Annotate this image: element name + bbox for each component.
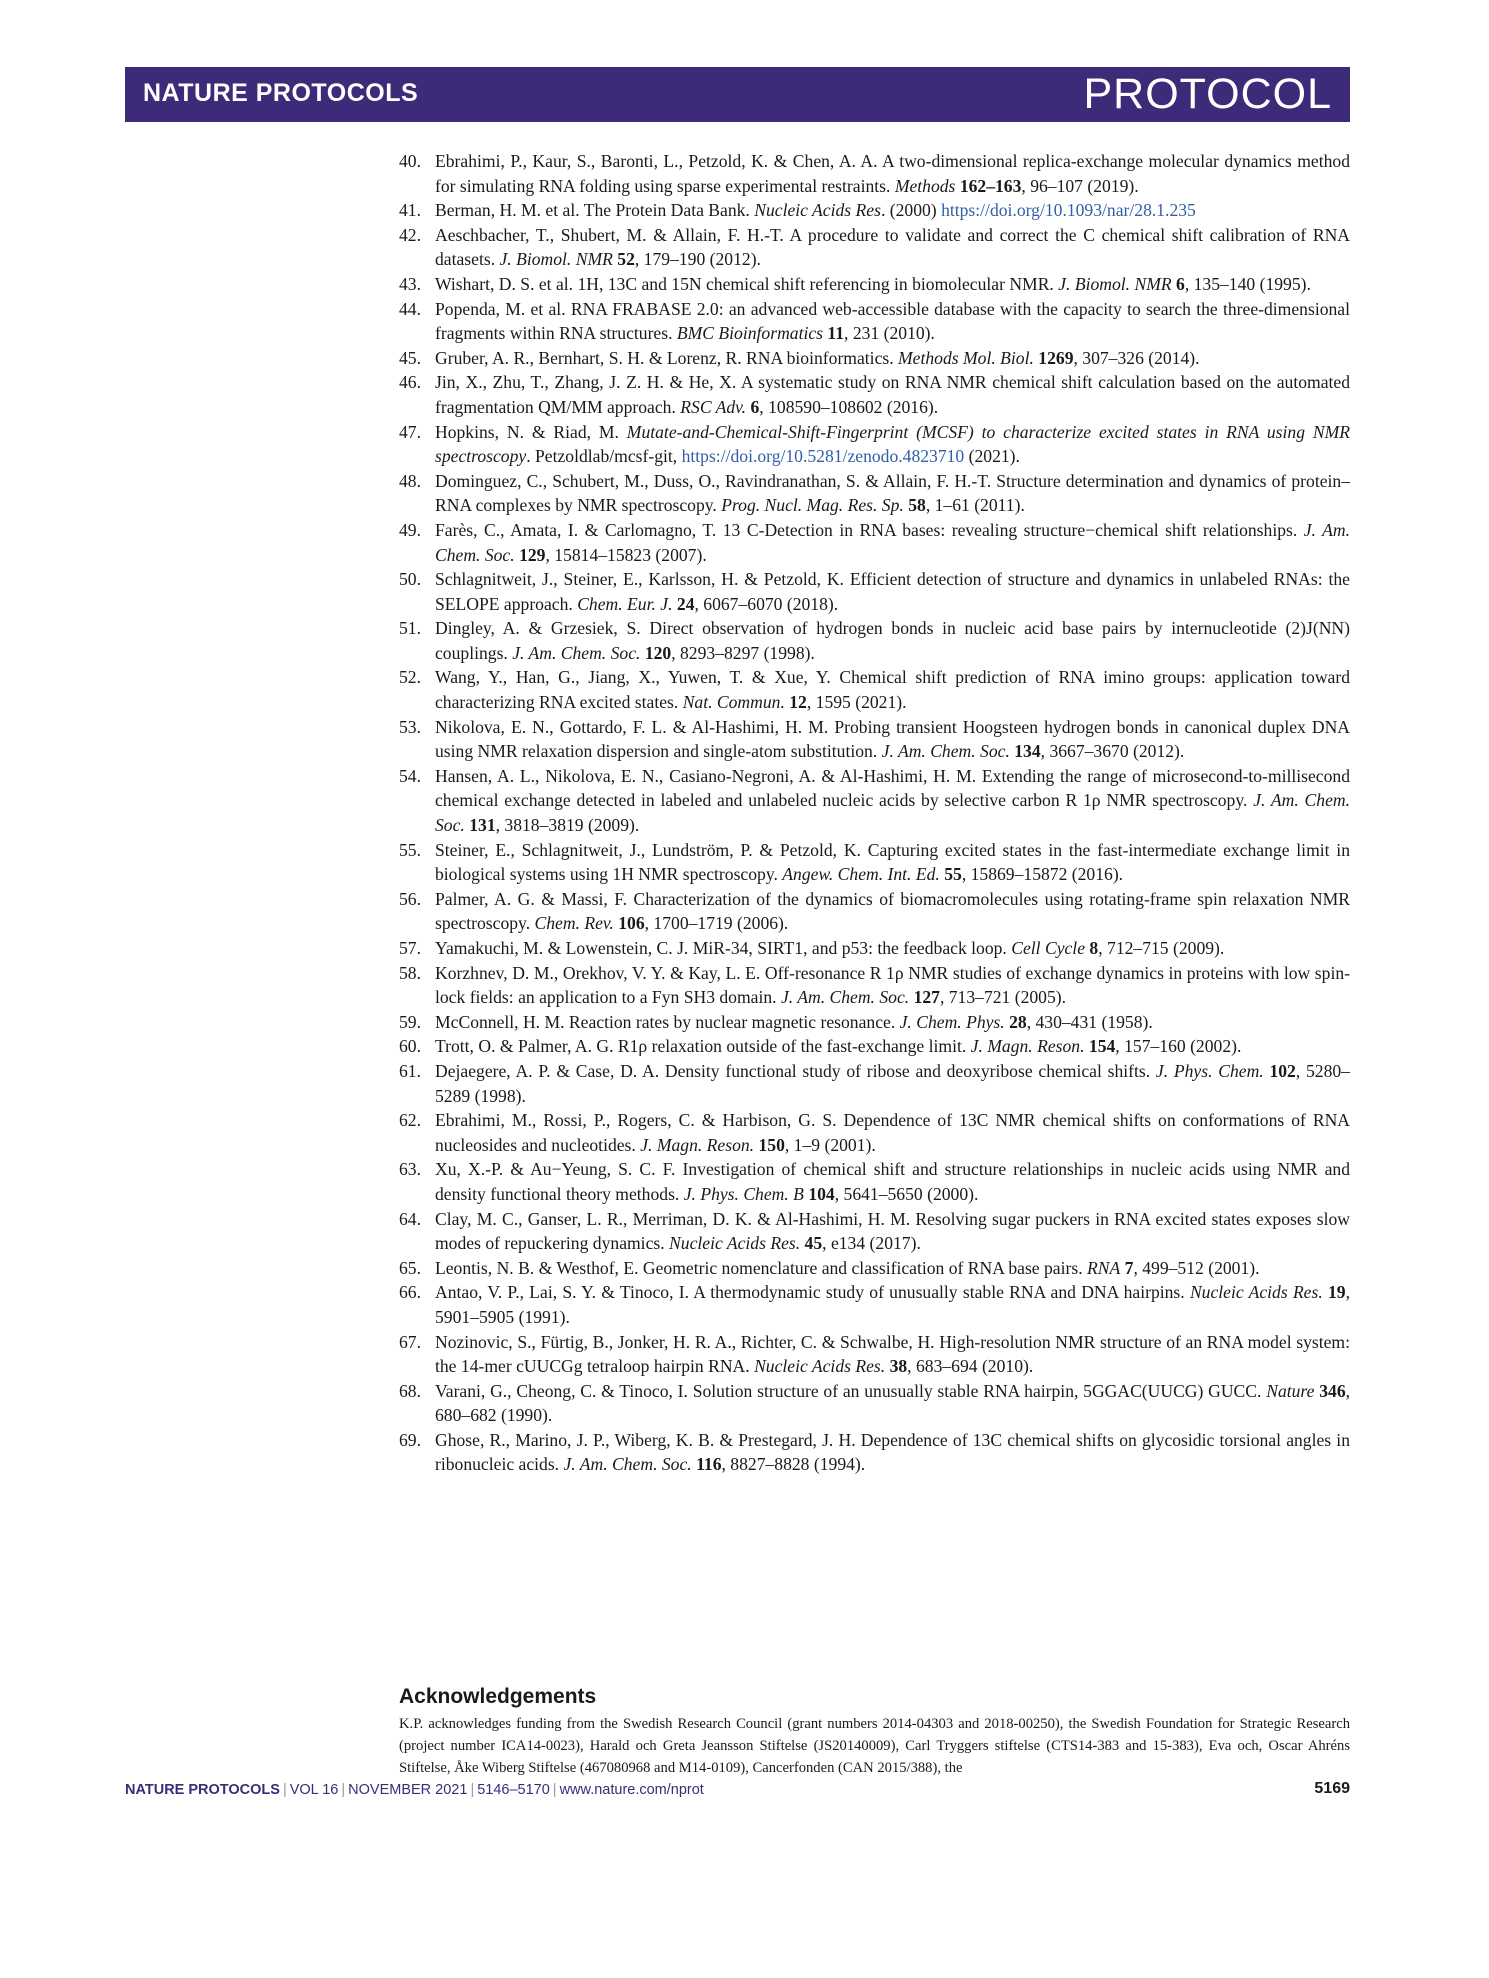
reference-text: Palmer, A. G. & Massi, F. Characterization of the dynamics of biomacromolecules using rotating-frame spin relaxation NMR spectroscopy. [435,888,1350,934]
reference-text: , 96–107 (2019). [1021,175,1139,196]
reference-number: 41. [399,200,421,221]
reference-text: , 6067–6070 (2018). [694,593,839,614]
reference-journal-title: Cell Cycle [1011,938,1086,958]
reference-text: Nozinovic, S., Fürtig, B., Jonker, H. R. A., Richter, C. & Schwalbe, H. High-resolution NMR structure of an RNA model system: the 14-mer cUUCGg tetraloop hairpin RNA. [435,1331,1350,1377]
reference-text: Varani, G., Cheong, C. & Tinoco, I. Solution structure of an unusually stable RNA hairpin, 5GGAC(UUCG) GUCC. [435,1380,1267,1401]
reference-volume: 28 [1009,1011,1027,1032]
reference-doi-link[interactable]: https://doi.org/10.5281/zenodo.4823710 [681,446,965,467]
reference-text: , 5901–5905 (1991). [435,1282,1350,1327]
reference-journal-title: RSC Adv. [680,396,747,417]
reference-journal-title: Nat. Commun. [682,692,785,713]
reference-text: Jin, X., Zhu, T., Zhang, J. Z. H. & He, X. A systematic study on RNA NMR chemical shift calculation based on the automated fragmentation QM/MM approach. [435,372,1350,417]
reference-journal-title: Angew. Chem. Int. Ed. [782,864,940,885]
reference-volume: 106 [618,913,645,934]
reference-number: 67. [399,1331,421,1352]
reference-text: Hopkins, N. & Riad, M. [435,421,627,442]
reference-item [399,936,1350,961]
reference-text: , 430–431 (1958). [1026,1011,1153,1032]
reference-text: , 5641–5650 (2000). [834,1183,979,1204]
reference-journal-title: J. Am. Chem. Soc. [563,1454,692,1475]
reference-text: , 3818–3819 (2009). [495,815,640,836]
reference-number: 44. [399,298,421,319]
reference-text: Berman, H. M. et al. The Protein Data Bank. [435,200,755,221]
reference-number: 48. [399,470,421,491]
reference-text: , e134 (2017). [822,1233,921,1254]
reference-text: , 683–694 (2010). [907,1356,1034,1377]
reference-item [399,346,1350,371]
reference-journal-title: J. Biomol. NMR [499,249,613,270]
reference-text: , 1700–1719 (2006). [644,913,789,934]
reference-item [399,1034,1350,1059]
reference-volume: 52 [617,249,635,270]
reference-text: , 157–160 (2002). [1115,1036,1242,1057]
reference-volume: 45 [804,1233,823,1254]
reference-item [399,1059,1350,1108]
reference-number: 61. [399,1060,421,1081]
reference-volume: 162–163 [959,175,1022,196]
reference-text: , 712–715 (2009). [1098,938,1225,958]
reference-item [399,1330,1350,1379]
reference-volume: 120 [644,642,672,663]
reference-journal-title: Chem. Eur. J. [577,593,673,614]
reference-number: 40. [399,151,421,171]
reference-item [399,961,1350,1010]
reference-text: , 499–512 (2001). [1133,1257,1260,1278]
reference-text: Dominguez, C., Schubert, M., Duss, O., Ravindranathan, S. & Allain, F. H.-T. Structure determination and dynamics of protein–RNA complexes by NMR spectroscopy. [435,470,1350,516]
reference-number: 53. [399,716,421,737]
reference-text: , 108590–108602 (2016). [759,396,939,417]
reference-journal-title: J. Am. Chem. Soc. [435,519,1350,565]
reference-item [399,1157,1350,1206]
reference-number: 50. [399,569,421,590]
footer-journal: NATURE PROTOCOLS [125,1782,280,1798]
reference-item [399,1207,1350,1256]
reference-volume: 38 [889,1356,908,1377]
reference-journal-title: J. Biomol. NMR [1058,273,1172,294]
reference-item [399,838,1350,887]
reference-text: , 307–326 (2014). [1073,347,1200,368]
reference-text: Dejaegere, A. P. & Case, D. A. Density functional study of ribose and deoxyribose chemical shifts. [435,1060,1156,1081]
footer-separator: | [470,1782,475,1798]
reference-text: Steiner, E., Schlagnitweit, J., Lundström, P. & Petzold, K. Capturing excited states in the fast-intermediate exchange limit in biological systems using 1H NMR spectroscopy. [435,839,1350,885]
reference-journal-title: BMC Bioinformatics [676,323,824,344]
reference-journal-title: Nucleic Acids Res [754,200,881,221]
reference-number: 54. [399,765,421,786]
reference-number: 66. [399,1282,421,1303]
reference-volume: 346 [1319,1380,1346,1401]
reference-number: 62. [399,1110,421,1131]
reference-text: (2021). [964,446,1020,467]
acknowledgements-text: K.P. acknowledges funding from the Swedish Research Council (grant numbers 2014-04303 and 2018-00250), the Swedish Foundation for Strategic Research (project number ICA14-0023), Harald och Greta Jeansson Stiftelse (JS20140009), Carl Tryggers stiftelse (CTS14-383 and 15-383), Eva och, Oscar Ahréns Stiftelse, Åke Wiberg Stiftelse (467080968 and M14-0109), Cancerfonden (CAN 2015/388), the [399,1716,1350,1777]
reference-item [399,272,1350,297]
reference-text: Wishart, D. S. et al. 1H, 13C and 15N chemical shift referencing in biomolecular NMR. [435,273,1059,294]
reference-number: 42. [399,224,421,245]
footer-volume: VOL 16 [289,1782,339,1798]
reference-text: , 1–9 (2001). [784,1134,876,1155]
reference-journal-title: Nucleic Acids Res. [1189,1282,1323,1303]
reference-journal-title: J. Phys. Chem. B [683,1183,804,1204]
reference-item [399,764,1350,838]
reference-item [399,198,1350,223]
reference-volume: 7 [1124,1257,1134,1278]
reference-volume: 102 [1269,1060,1296,1081]
reference-journal-title: J. Magn. Reson. [970,1036,1085,1057]
reference-text: Dingley, A. & Grzesiek, S. Direct observation of hydrogen bonds in nucleic acid base pairs by internucleotide (2)J(NN) couplings. [435,618,1350,663]
reference-item [399,420,1350,469]
reference-number: 55. [399,839,421,860]
reference-volume: 127 [913,987,940,1008]
reference-text: Xu, X.-P. & Au−Yeung, S. C. F. Investigation of chemical shift and structure relationships in nucleic acids using NMR and density functional theory methods. [435,1159,1350,1204]
reference-text: , 1–61 (2011). [925,495,1025,516]
reference-number: 63. [399,1159,421,1180]
reference-item [399,149,1350,198]
reference-journal-title: Nucleic Acids Res. [754,1356,886,1377]
reference-text: Gruber, A. R., Bernhart, S. H. & Lorenz, R. RNA bioinformatics. [435,347,899,368]
reference-journal-title: Chem. Rev. [534,913,614,934]
reference-number: 57. [399,938,421,958]
reference-item [399,469,1350,518]
reference-text: Ghose, R., Marino, J. P., Wiberg, K. B. & Prestegard, J. H. Dependence of 13C chemical shifts on glycosidic torsional angles in ribonucleic acids. [435,1429,1350,1475]
reference-text: , 1595 (2021). [806,692,907,713]
footer-separator: | [341,1782,346,1798]
reference-volume: 55 [944,864,962,885]
reference-journal-title: Prog. Nucl. Mag. Res. Sp. [721,495,904,516]
reference-text: McConnell, H. M. Reaction rates by nuclear magnetic resonance. [435,1011,900,1032]
reference-number: 68. [399,1380,421,1401]
reference-text: , 5280–5289 (1998). [435,1060,1350,1106]
page-footer [125,1782,704,1798]
reference-item [399,1256,1350,1281]
reference-journal-title: J. Am. Chem. Soc. [435,790,1350,836]
reference-number: 43. [399,273,421,294]
reference-journal-title: J. Magn. Reson. [640,1134,755,1155]
footer-separator: | [282,1782,287,1798]
reference-text: , 8293–8297 (1998). [671,642,815,663]
reference-text: Antao, V. P., Lai, S. Y. & Tinoco, I. A thermodynamic study of unusually stable RNA and DNA hairpins. [435,1282,1190,1303]
reference-journal-title: J. Phys. Chem. [1155,1060,1264,1081]
reference-journal-title: Methods [894,175,956,196]
footer-separator: | [552,1782,557,1798]
journal-name: NATURE PROTOCOLS [143,79,419,107]
reference-number: 69. [399,1429,421,1450]
reference-journal-title: RNA [1087,1257,1121,1278]
reference-volume: 116 [696,1454,722,1475]
reference-journal-title: Mutate-and-Chemical-Shift-Fingerprint (MCSF) to characterize excited states in RNA using NMR spectroscopy [435,421,1351,467]
footer-pages: 5146–5170 [477,1782,550,1798]
reference-journal-title: Nature [1266,1380,1315,1401]
reference-text: , 15814–15823 (2007). [545,544,707,565]
reference-item [399,1010,1350,1035]
reference-text: Farès, C., Amata, I. & Carlomagno, T. 13 C-Detection in RNA bases: revealing structure−chemical shift relationships. [435,519,1304,540]
reference-text: Ebrahimi, M., Rossi, P., Rogers, C. & Harbison, G. S. Dependence of 13C NMR chemical shifts on conformations of RNA nucleosides and nucleotides. [435,1110,1350,1155]
reference-volume: 134 [1014,741,1041,762]
reference-number: 52. [399,667,421,688]
reference-item [399,567,1350,616]
reference-volume: 24 [676,593,695,614]
reference-text: , 179–190 (2012). [634,249,761,270]
reference-item [399,1108,1350,1157]
reference-number: 58. [399,962,421,983]
reference-volume: 1269 [1038,347,1074,368]
reference-journal-title: Nucleic Acids Res. [669,1233,801,1254]
reference-volume: 6 [1176,273,1185,294]
reference-number: 59. [399,1011,421,1032]
reference-journal-title: J. Chem. Phys. [899,1011,1005,1032]
reference-text: Aeschbacher, T., Shubert, M. & Allain, F. H.-T. A procedure to validate and correct the C chemical shift calibration of RNA datasets. [435,224,1350,270]
reference-number: 56. [399,888,421,909]
reference-volume: 154 [1088,1036,1116,1057]
reference-text: , 8827–8828 (1994). [721,1454,866,1475]
reference-volume: 19 [1328,1282,1346,1303]
reference-item [399,1379,1350,1428]
reference-number: 60. [399,1036,421,1057]
reference-text: , 135–140 (1995). [1184,273,1311,294]
footer-date: NOVEMBER 2021 [348,1782,468,1798]
reference-number: 65. [399,1257,421,1278]
reference-number: 46. [399,372,421,393]
reference-text: , 15869–15872 (2016). [961,864,1124,885]
reference-text: Wang, Y., Han, G., Jiang, X., Yuwen, T. & Xue, Y. Chemical shift prediction of RNA imino groups: application toward characterizing RNA excited states. [435,667,1350,713]
reference-number: 51. [399,618,421,639]
reference-text: . (2000) [880,200,942,221]
reference-text: Leontis, N. B. & Westhof, E. Geometric nomenclature and classification of RNA base pairs. [435,1257,1087,1278]
reference-text: Schlagnitweit, J., Steiner, E., Karlsson, H. & Petzold, K. Efficient detection of structure and dynamics in unlabeled RNAs: the SELOPE approach. [435,569,1350,614]
reference-volume: 129 [519,544,546,565]
reference-text: . Petzoldlab/mcsf-git, [526,446,682,467]
reference-text: Popenda, M. et al. RNA FRABASE 2.0: an advanced web-accessible database with the capacity to search the three-dimensional fragments within RNA structures. [435,298,1350,344]
reference-text: Trott, O. & Palmer, A. G. R1ρ relaxation outside of the fast-exchange limit. [435,1036,971,1057]
reference-text: Hansen, A. L., Nikolova, E. N., Casiano-Negroni, A. & Al-Hashimi, H. M. Extending the range of microsecond-to-millisecond chemical exchange detected in labeled and unlabeled nucleic acids by selective carbon R 1ρ NMR spectroscopy. [435,765,1350,811]
reference-volume: 104 [808,1183,835,1204]
reference-number: 45. [399,347,421,368]
reference-journal-title: J. Am. Chem. Soc. [780,987,910,1008]
reference-item [399,887,1350,936]
reference-journal-title: Methods Mol. Biol. [898,347,1034,368]
reference-volume: 58 [908,495,926,516]
reference-text: Yamakuchi, M. & Lowenstein, C. J. MiR-34, SIRT1, and p53: the feedback loop. [435,938,1012,958]
reference-number: 49. [399,519,421,540]
reference-item [399,1280,1350,1329]
reference-journal-title: J. Am. Chem. Soc. [512,642,641,663]
reference-item [399,297,1350,346]
reference-volume: 8 [1089,938,1099,958]
reference-list [399,149,1350,1477]
reference-text: , 713–721 (2005). [939,987,1067,1008]
reference-volume: 131 [469,815,496,836]
article-type-label: PROTOCOL [1083,70,1332,118]
reference-item [399,223,1350,272]
reference-item [399,665,1350,714]
reference-volume: 150 [758,1134,785,1155]
reference-text: Nikolova, E. N., Gottardo, F. L. & Al-Hashimi, H. M. Probing transient Hoogsteen hydrogen bonds in canonical duplex DNA using NMR relaxation dispersion and single-atom substitution. [435,716,1350,762]
reference-journal-title: J. Am. Chem. Soc. [881,741,1010,762]
reference-number: 64. [399,1208,421,1229]
reference-item [399,715,1350,764]
reference-item [399,616,1350,665]
reference-item [399,1428,1350,1477]
page-number: 5169 [1314,1780,1350,1797]
reference-item [399,370,1350,419]
reference-text: Korzhnev, D. M., Orekhov, V. Y. & Kay, L. E. Off-resonance R 1ρ NMR studies of exchange dynamics in proteins with low spin-lock fields: an application to a Fyn SH3 domain. [435,962,1350,1008]
reference-text: Ebrahimi, P., Kaur, S., Baronti, L., Petzold, K. & Chen, A. A. A two-dimensional replica-exchange molecular dynamics method for simulating RNA folding using sparse experimental restraints. [435,151,1350,196]
reference-text: , 231 (2010). [844,323,935,344]
reference-text: , 3667–3670 (2012). [1040,741,1185,762]
reference-volume: 11 [827,323,845,344]
reference-volume: 12 [789,692,807,713]
footer-url-link[interactable]: www.nature.com/nprot [559,1782,704,1798]
reference-number: 47. [399,421,421,442]
acknowledgements-heading: Acknowledgements [399,1685,597,1708]
reference-item [399,518,1350,567]
reference-text: , 680–682 (1990). [435,1380,1351,1426]
reference-doi-link[interactable]: https://doi.org/10.1093/nar/28.1.235 [941,200,1196,221]
reference-volume: 6 [750,396,760,417]
reference-text: Clay, M. C., Ganser, L. R., Merriman, D. K. & Al-Hashimi, H. M. Resolving sugar puckers in RNA excited states exposes slow modes of repuckering dynamics. [435,1208,1350,1254]
journal-header-bar [125,67,1350,122]
